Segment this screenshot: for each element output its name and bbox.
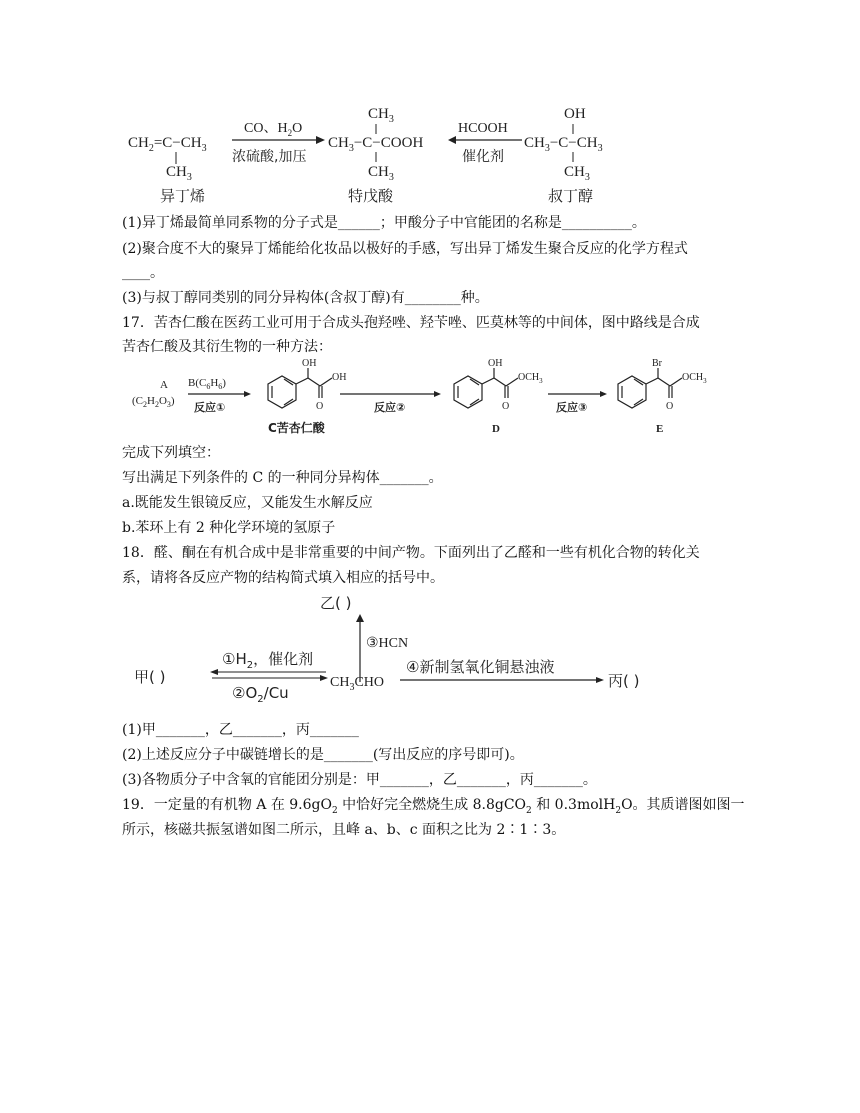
q17-cond-a: a.既能发生银镜反应，又能发生水解反应: [122, 495, 373, 511]
product-bing: 丙( ): [608, 672, 640, 690]
compound-d-och3: $OCH_3$: [518, 372, 543, 385]
right-condition: 催化剂: [462, 149, 504, 165]
q17-fill: 完成下列填空：: [122, 445, 220, 461]
q18-intro-line1: 18．醛、酮在有机合成中是非常重要的中间产物。下面列出了乙醛和一些有机化合物的转化关: [122, 545, 700, 561]
arrow-3-head: [600, 391, 607, 397]
reagent-4: ④新制氢氧化铜悬浊液: [406, 658, 555, 676]
scheme3-svg: [130, 590, 690, 708]
isobutylene-ch2: $CH_2=C-CH_3$: [128, 135, 207, 154]
q17-ask: 写出满足下列条件的 C 的一种同分异构体_______。: [122, 470, 443, 486]
arrow-h2-head: [210, 669, 218, 675]
q17-intro-line2: 苦杏仁酸及其衍生物的一种方法：: [122, 339, 332, 355]
q18-intro-line2: 系，请将各反应产物的结构简式填入相应的括号中。: [122, 570, 444, 586]
tbutanol-oh: OH: [564, 106, 586, 122]
right-reagent: HCOOH: [458, 121, 508, 136]
isobutylene-methyl: $CH_3$: [166, 164, 192, 183]
left-arrow-head: [316, 136, 325, 144]
reaction-2: 反应②: [374, 401, 406, 414]
compound-d-label: D: [492, 423, 500, 435]
q18-part1: (1)甲_______，乙_______，丙_______: [122, 722, 359, 738]
acetaldehyde: $CH_3CHO$: [330, 675, 385, 693]
q17-cond-b: b.苯环上有 2 种化学环境的氢原子: [122, 520, 336, 536]
product-jia: 甲( ): [134, 668, 166, 686]
arrow-cuoh2-head: [596, 677, 604, 683]
q16-part3: (3)与叔丁醇同类别的同分异构体(含叔丁醇)有________种。: [122, 290, 489, 306]
product-yi: 乙( ): [320, 594, 352, 612]
q16-part2-line2: ____。: [122, 265, 164, 281]
compound-e-o: O: [666, 401, 674, 412]
arrow-o2-head: [320, 675, 328, 681]
scheme-mandelic-acid: [128, 356, 728, 438]
tbutanol-name: 叔丁醇: [548, 187, 594, 205]
reagent-b: $B(C_6H_6)$: [188, 377, 226, 391]
scheme1-svg: [120, 100, 640, 210]
compound-d-o: O: [502, 401, 510, 412]
reagent-2: $②O_2/Cu$: [232, 684, 289, 705]
scheme2-svg: [128, 356, 728, 438]
isobutylene-name: 异丁烯: [160, 187, 206, 205]
q16-part1: (1)异丁烯最简单同系物的分子式是______；甲酸分子中官能团的名称是__________。: [122, 215, 646, 231]
pivalic-chain: $CH_3-C-COOH$: [328, 135, 424, 154]
compound-c-o: O: [316, 401, 324, 412]
q18-part3: (3)各物质分子中含氧的官能团分别是：甲_______，乙_______，丙_______。: [122, 772, 597, 788]
compound-e-label: E: [656, 423, 664, 435]
tbutanol-chain: $CH_3-C-CH_3$: [524, 135, 603, 154]
pivalic-name: 特戊酸: [348, 187, 394, 205]
scheme-acetaldehyde: [130, 590, 690, 708]
compound-c-oh: OH: [302, 358, 317, 369]
compound-a-formula: $(C_2H_2O_3)$: [132, 395, 175, 409]
right-arrow-head: [448, 136, 456, 144]
compound-e-br: Br: [652, 358, 662, 369]
q17-intro-line1: 17．苦杏仁酸在医药工业可用于合成头孢羟唑、羟苄唑、匹莫林等的中间体，图中路线是合成: [122, 315, 700, 331]
pivalic-top-methyl: $CH_3$: [368, 106, 394, 125]
pivalic-bottom-methyl: $CH_3$: [368, 164, 394, 183]
q19-line1: 19．一定量的有机物 A 在 $9.6gO_2$ 中恰好完全燃烧生成 8.8gCO$_2$ 和 0.3molH$_2$O。其质谱图如图一: [122, 797, 745, 816]
arrow-hcn-head: [356, 614, 364, 622]
left-reagent: CO、$H_2O$: [244, 121, 303, 138]
scheme-isobutylene-to-pivalic-acid: [120, 100, 640, 210]
compound-d-oh: OH: [488, 358, 503, 369]
reagent-3: ③HCN: [366, 636, 409, 651]
reagent-1: $①H_2$，催化剂: [222, 650, 314, 671]
reaction-3: 反应③: [556, 401, 588, 414]
q18-part2: (2)上述反应分子中碳链增长的是_______(写出反应的序号即可)。: [122, 747, 524, 763]
arrow-1-head: [244, 391, 251, 397]
compound-a-label: A: [160, 379, 168, 391]
compound-c-oh2: OH: [332, 372, 347, 383]
compound-c-label: C苦杏仁酸: [268, 421, 325, 435]
q16-part2-line1: (2)聚合度不大的聚异丁烯能给化妆品以极好的手感，写出异丁烯发生聚合反应的化学方程式: [122, 241, 688, 257]
compound-e-och3: $OCH_3$: [682, 372, 707, 385]
left-condition: 浓硫酸,加压: [232, 149, 307, 165]
tbutanol-methyl: $CH_3$: [564, 164, 590, 183]
reaction-1: 反应①: [194, 401, 226, 414]
arrow-2-head: [434, 391, 441, 397]
q19-line2: 所示，核磁共振氢谱如图二所示，且峰 a、b、c 面积之比为 2∶1∶3。: [122, 822, 566, 838]
